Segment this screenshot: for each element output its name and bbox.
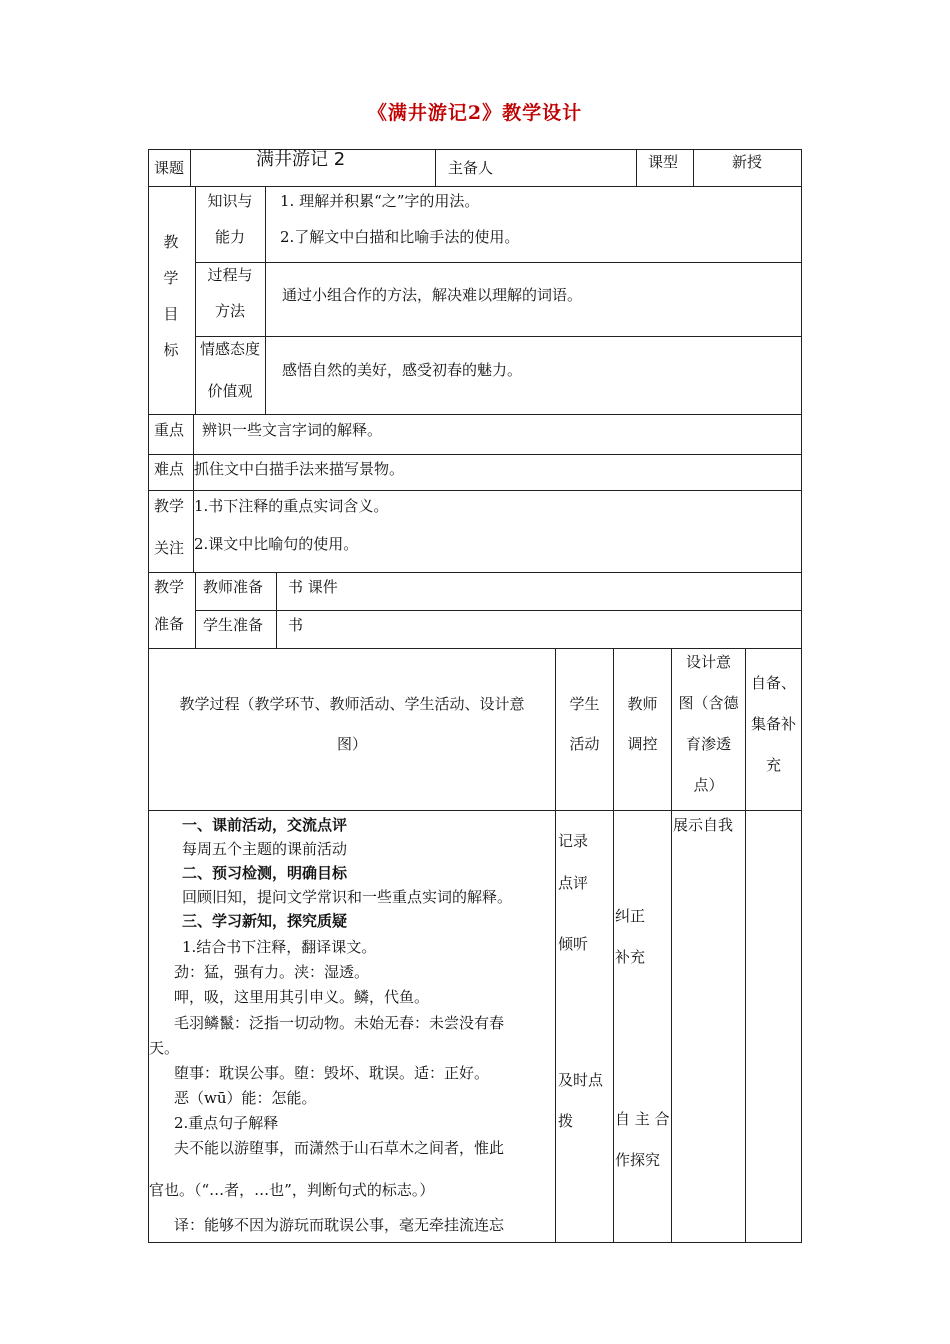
subject-label: 课题 bbox=[154, 159, 185, 177]
process-header: 图） bbox=[336, 735, 367, 753]
prep-label: 教学 bbox=[154, 578, 185, 596]
section-heading: 三、学习新知，探究质疑 bbox=[182, 912, 348, 930]
subject-value: 满井游记 2 bbox=[256, 149, 346, 170]
goal-process-label: 过程与 bbox=[207, 266, 253, 284]
goal-emotion-label: 情感态度 bbox=[199, 340, 260, 358]
teacher-control-header: 调控 bbox=[627, 735, 658, 753]
difficulty-text: 抓住文中白描手法来描写景物。 bbox=[194, 460, 405, 478]
design-intent-header: 育渗透 bbox=[685, 735, 731, 753]
student-activity-header: 学生 bbox=[569, 695, 600, 713]
supplement-header: 自备、 bbox=[750, 674, 796, 692]
body-line: 天。 bbox=[149, 1039, 180, 1057]
section-heading: 一、课前活动，交流点评 bbox=[182, 816, 348, 834]
design-intent-header: 图（含德 bbox=[678, 694, 739, 712]
goals-label-char: 目 bbox=[163, 305, 179, 323]
body-line: 呷，吸，这里用其引申义。鳞，代鱼。 bbox=[174, 988, 430, 1006]
student-activity-item: 及时点 bbox=[558, 1071, 604, 1089]
body-line: 回顾旧知，提问文学常识和一些重点实词的解释。 bbox=[182, 888, 513, 906]
student-activity-item: 点评 bbox=[558, 874, 589, 892]
goal-knowledge-label: 能力 bbox=[214, 228, 245, 246]
document-title: 《满井游记2》教学设计 bbox=[367, 102, 583, 124]
goal-process-line: 通过小组合作的方法，解决难以理解的词语。 bbox=[282, 286, 583, 304]
goal-emotion-line: 感悟自然的美好，感受初春的魅力。 bbox=[282, 361, 523, 379]
student-activity-item: 拨 bbox=[558, 1112, 574, 1130]
student-prep-value: 书 bbox=[288, 616, 304, 634]
teacher-control-item: 作探究 bbox=[615, 1151, 661, 1169]
teacher-control-header: 教师 bbox=[627, 695, 658, 713]
student-prep-label: 学生准备 bbox=[203, 616, 264, 634]
student-activity-header: 活动 bbox=[569, 735, 600, 753]
supplement-header: 集备补 bbox=[750, 715, 796, 733]
section-heading: 二、预习检测，明确目标 bbox=[182, 864, 348, 882]
body-line: 每周五个主题的课前活动 bbox=[182, 840, 348, 858]
teacher-prep-value: 书 课件 bbox=[288, 578, 338, 596]
lesson-type-label: 课型 bbox=[648, 153, 679, 171]
body-line: 译：能够不因为游玩而耽误公事，毫无牵挂流连忘 bbox=[174, 1216, 505, 1234]
goal-process-label: 方法 bbox=[214, 302, 245, 320]
key-point-label: 重点 bbox=[154, 421, 185, 439]
design-intent-item: 展示自我 bbox=[673, 816, 734, 834]
student-activity-item: 记录 bbox=[558, 832, 589, 850]
student-activity-item: 倾听 bbox=[558, 935, 589, 953]
goals-label-char: 学 bbox=[163, 269, 179, 287]
body-line: 官也。（“…者，…也”，判断句式的标志。） bbox=[149, 1181, 435, 1199]
goal-knowledge-line: 2.了解文中白描和比喻手法的使用。 bbox=[280, 228, 520, 246]
process-header: 教学过程（教学环节、教师活动、学生活动、设计意 bbox=[179, 695, 525, 713]
body-line: 恶（wū）能：怎能。 bbox=[174, 1089, 317, 1107]
body-line: 2.重点句子解释 bbox=[174, 1114, 279, 1132]
teacher-control-item: 纠正 bbox=[615, 907, 646, 925]
body-line: 1.结合书下注释，翻译课文。 bbox=[182, 938, 377, 956]
body-line: 夫不能以游堕事，而潇然于山石草木之间者，惟此 bbox=[174, 1139, 505, 1157]
focus-line: 2.课文中比喻句的使用。 bbox=[194, 535, 359, 553]
focus-label: 关注 bbox=[154, 539, 185, 557]
body-line: 劲：猛，强有力。浃：湿透。 bbox=[174, 963, 370, 981]
goal-knowledge-line: 1. 理解并积累“之”字的用法。 bbox=[280, 192, 480, 210]
goal-knowledge-label: 知识与 bbox=[207, 192, 253, 210]
goals-label-char: 标 bbox=[163, 341, 179, 359]
focus-line: 1.书下注释的重点实词含义。 bbox=[194, 497, 389, 515]
preparer-label: 主备人 bbox=[448, 159, 494, 177]
goals-label-char: 教 bbox=[163, 233, 179, 251]
body-line: 堕事：耽误公事。堕：毁坏、耽误。适：正好。 bbox=[174, 1064, 490, 1082]
design-intent-header: 设计意 bbox=[685, 653, 731, 671]
supplement-header: 充 bbox=[765, 756, 781, 774]
key-point-text: 辨识一些文言字词的解释。 bbox=[202, 421, 383, 439]
prep-label: 准备 bbox=[154, 615, 185, 633]
teacher-prep-label: 教师准备 bbox=[203, 578, 264, 596]
design-intent-header: 点） bbox=[693, 776, 724, 794]
goal-emotion-label: 价值观 bbox=[207, 382, 253, 400]
lesson-type-value: 新授 bbox=[732, 153, 763, 171]
teacher-control-item: 补充 bbox=[615, 948, 646, 966]
focus-label: 教学 bbox=[154, 497, 185, 515]
body-line: 毛羽鳞鬣：泛指一切动物。未始无春：未尝没有春 bbox=[174, 1014, 505, 1032]
difficulty-label: 难点 bbox=[154, 460, 185, 478]
teacher-control-item: 自 主 合 bbox=[615, 1110, 670, 1128]
